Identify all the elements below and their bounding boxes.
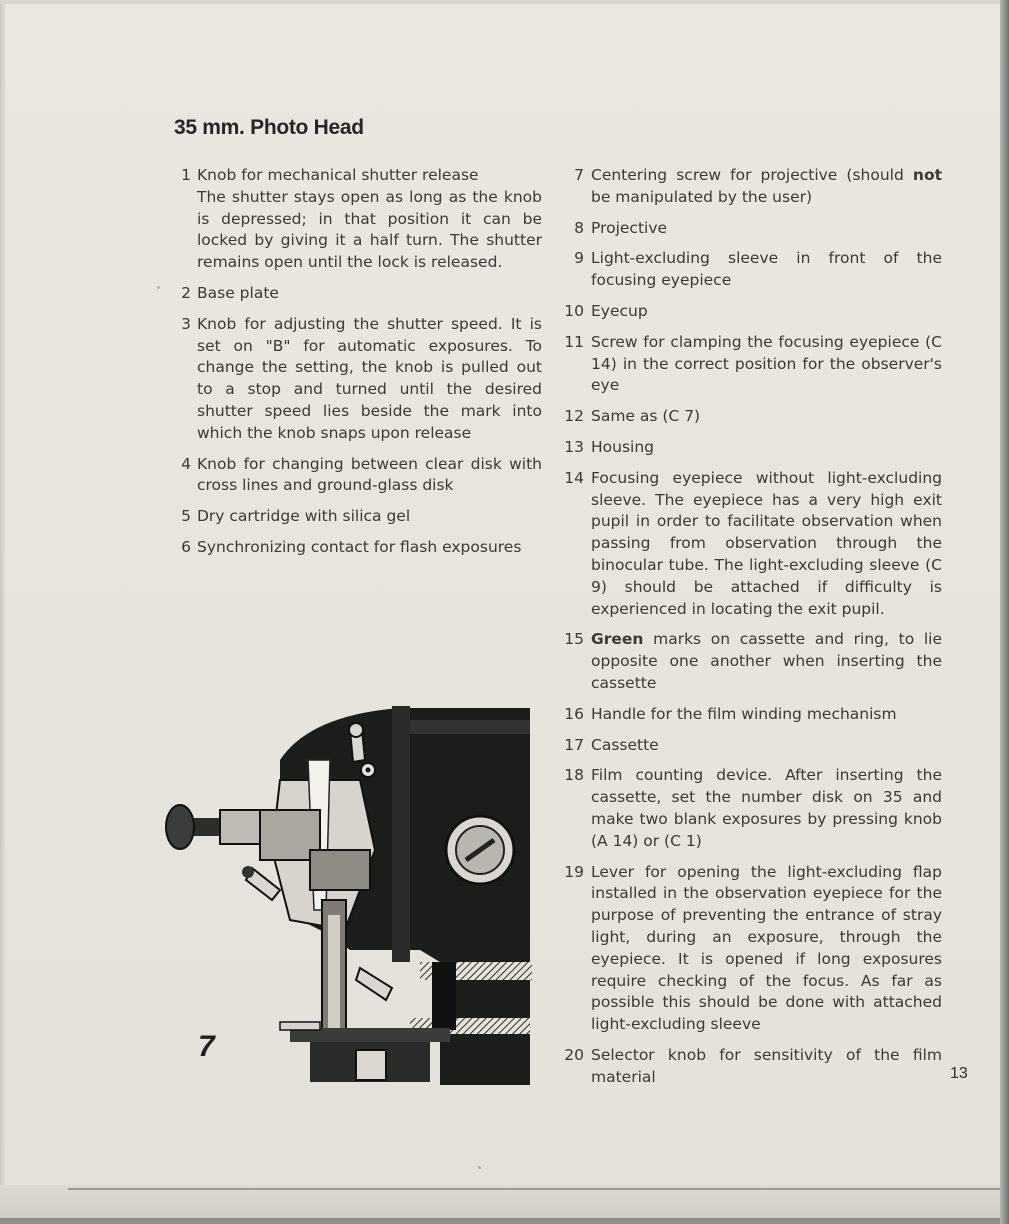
item-number: 8 (574, 218, 584, 237)
item-text: Light-excluding sleeve in front of the focusing eyepiece (591, 249, 942, 290)
item-body (591, 248, 942, 292)
item-number: 15 (564, 630, 584, 649)
item-body (197, 454, 542, 498)
item-number: 4 (181, 454, 191, 473)
item-body (591, 704, 942, 726)
item-number: 20 (564, 1045, 584, 1064)
page-number: 13 (950, 1065, 968, 1082)
list-item (562, 704, 942, 726)
list-item (170, 165, 542, 274)
list-item (170, 283, 542, 305)
paper-speck (157, 286, 160, 289)
list-item (170, 537, 542, 559)
list-item (562, 862, 942, 1036)
item-number: 19 (564, 862, 584, 881)
item-title: Knob for mechanical shutter release (197, 166, 479, 184)
item-text: Cassette (591, 735, 659, 754)
item-number: 13 (564, 437, 584, 456)
list-item (562, 629, 942, 694)
item-number: 6 (181, 537, 191, 556)
item-text: Film counting device. After inserting the cassette, set the number disk on 35 and make two blank exposures by pressing knob (A 14) or (C 1) (591, 766, 942, 850)
page-fold-line (68, 1188, 1000, 1190)
item-number: 12 (564, 407, 584, 426)
page-edge-left (0, 0, 6, 1218)
item-text: Dry cartridge with silica gel (197, 507, 411, 526)
item-text: Same as (C 7) (591, 407, 701, 426)
item-text: Screw for clamping the focusing eyepiece (C 14) in the correct position for the observer's eye (591, 332, 942, 395)
item-number: 5 (181, 507, 191, 526)
item-number: 18 (564, 766, 584, 785)
item-body (591, 218, 942, 240)
list-item (170, 454, 542, 498)
item-number: 2 (181, 283, 191, 302)
item-body (591, 862, 942, 1036)
item-body (197, 506, 542, 528)
item-text: Housing (591, 437, 655, 456)
item-text: Focusing eyepiece without light-excluding sleeve. The eyepiece has a very high exit pupil in order to facilitate observation when passing from observation through the binocular tube. The light-excluding sleeve (C 9) should be attached if difficulty is experienced in locating the exit pupil. (591, 468, 942, 618)
item-text: be manipulated by the user) (591, 187, 813, 206)
item-body (591, 735, 942, 757)
item-text: Lever for opening the light-excluding flap installed in the observation eyepiece for the purpose of preventing the entrance of stray light, during an exposure, through the eyepiece. It is opened if long exposures require checking of the focus. As far as possible this should be done with attached light-excluding sleeve (591, 862, 942, 1034)
photo-head-cutaway-illustration (160, 700, 536, 1085)
item-body (591, 332, 942, 397)
item-number: 3 (181, 314, 191, 333)
item-text: Synchronizing contact for flash exposures (197, 537, 522, 556)
left-parts-list (170, 165, 542, 568)
item-number: 7 (574, 166, 584, 184)
item-body (591, 165, 942, 209)
item-body (591, 1045, 942, 1089)
item-body (197, 165, 542, 274)
item-text: marks on cassette and ring, to lie opposite one another when inserting the cassette (591, 630, 942, 692)
figure-label: 7 (198, 1030, 215, 1063)
list-item (562, 406, 942, 428)
item-emphasis: not (912, 166, 942, 184)
item-body (591, 629, 942, 694)
item-text: Handle for the film winding mechanism (591, 704, 897, 723)
item-text: Knob for changing between clear disk with cross lines and ground-glass disk (197, 454, 542, 495)
list-item (562, 332, 942, 397)
item-emphasis: Green (591, 630, 644, 649)
item-body (197, 283, 542, 305)
list-item (562, 301, 942, 323)
list-item (562, 1045, 942, 1089)
right-parts-list (562, 165, 942, 1097)
item-text: The shutter stays open as long as the knob is depressed; in that position it can be locked by giving it a half turn. The shutter remains open until the lock is released. (197, 187, 542, 272)
item-number: 11 (564, 332, 584, 351)
list-item (562, 248, 942, 292)
page-title: 35 mm. Photo Head (174, 116, 364, 139)
item-text: Projective (591, 218, 668, 237)
paper-speck (478, 1166, 481, 1169)
list-item (170, 506, 542, 528)
item-text: Centering screw for projective (should (591, 166, 913, 184)
list-item (170, 314, 542, 445)
list-item (562, 218, 942, 240)
item-number: 17 (564, 735, 584, 754)
item-body (197, 314, 542, 445)
list-item (562, 468, 942, 621)
item-number: 10 (564, 301, 584, 320)
item-text: Eyecup (591, 301, 648, 320)
item-body (591, 437, 942, 459)
page-edge-top (0, 0, 1000, 4)
item-body (591, 765, 942, 852)
list-item (562, 735, 942, 757)
item-body (591, 301, 942, 323)
list-item (562, 765, 942, 852)
item-number: 14 (564, 468, 584, 487)
item-text: Selector knob for sensitivity of the film material (591, 1045, 942, 1086)
item-text: Knob for adjusting the shutter speed. It is set on "B" for automatic exposures. To change the setting, the knob is pulled out to a stop and turned until the desired shutter speed lies beside the mark into which the knob snaps upon release (197, 314, 542, 442)
item-title: Base plate (197, 283, 279, 302)
item-body (591, 468, 942, 621)
item-number: 9 (574, 249, 584, 268)
item-number: 16 (564, 704, 584, 723)
item-body (591, 406, 942, 428)
page-edge-right (1000, 0, 1009, 1224)
list-item (562, 165, 942, 209)
list-item (562, 437, 942, 459)
item-body (197, 537, 542, 559)
item-number: 1 (181, 166, 191, 184)
